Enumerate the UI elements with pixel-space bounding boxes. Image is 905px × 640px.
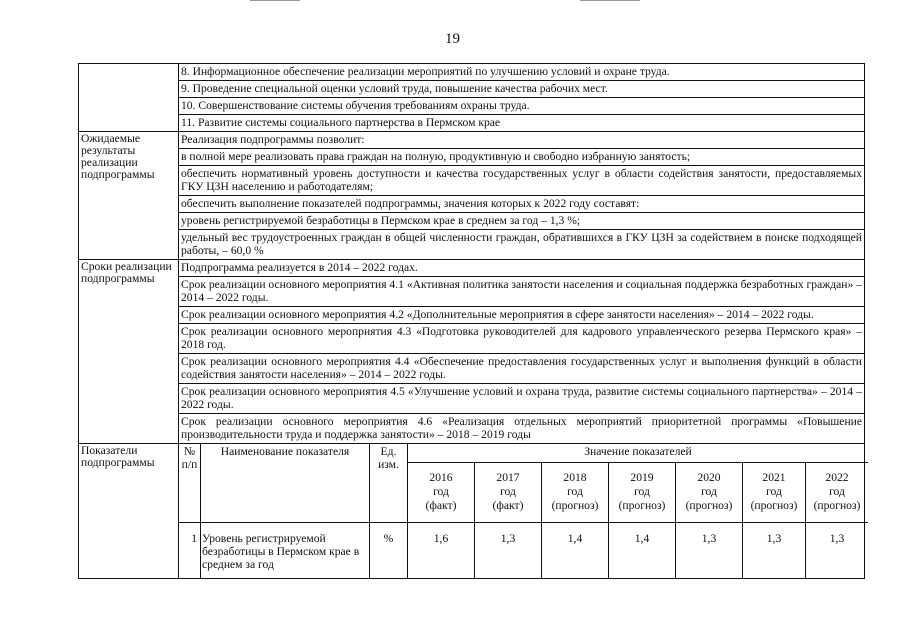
terms-row xyxy=(79,259,864,443)
top-rule-left xyxy=(250,0,300,1)
expected-line: обеспечить выполнение показателей подпрограммы, значения которых к 2022 году составят: xyxy=(179,195,864,212)
task-line: 10. Совершенствование системы обучения требованиям охраны труда. xyxy=(179,97,864,114)
year-header-2016 xyxy=(407,462,474,522)
tasks-content xyxy=(179,64,864,131)
terms-content xyxy=(179,260,864,443)
year-header-2020 xyxy=(675,462,742,522)
year-value: 2017 xyxy=(496,471,520,484)
year-value: 2019 xyxy=(630,471,654,484)
year-header-2018 xyxy=(541,462,608,522)
expected-line: Реализация подпрограммы позволит: xyxy=(181,133,365,146)
year-word: год xyxy=(766,485,782,498)
expected-results-content xyxy=(179,132,864,259)
task-line: 9. Проведение специальной оценки условий труда, повышение качества рабочих мест. xyxy=(179,80,864,97)
expected-line: удельный вес трудоустроенных граждан в общей численности граждан, обратившихся в ГКУ ЦЗН за содействием в поиске подходящей работы, – 60,0 % xyxy=(181,231,862,257)
top-rule-right xyxy=(580,0,640,1)
year-value: 2018 xyxy=(563,471,587,484)
col-header-values: Значение показателей xyxy=(407,444,868,462)
task-line: 8. Информационное обеспечение реализации мероприятий по улучшению условий и охране труда. xyxy=(181,65,670,78)
terms-line: Срок реализации основного мероприятия 4.5 «Улучшение условий и охрана труда, развитие системы социального партнерства» – 2014 – 2022 годы. xyxy=(181,385,862,411)
passport-table xyxy=(78,63,865,579)
indicator-value-2018: 1,4 xyxy=(541,522,608,578)
year-note: (прогноз) xyxy=(750,499,798,512)
year-header-2021 xyxy=(742,462,805,522)
terms-line: Срок реализации основного мероприятия 4.4 «Обеспечение предоставления государственных услуг и выполнения функций в области содействия занятости населения» – 2014 – 2022 годы. xyxy=(181,355,862,381)
year-word: год xyxy=(567,485,583,498)
year-word: год xyxy=(500,485,516,498)
year-note: (прогноз) xyxy=(813,499,861,512)
indicators-label: Показатели подпрограммы xyxy=(79,444,179,578)
terms-line: Подпрограмма реализуется в 2014 – 2022 годах. xyxy=(181,261,418,274)
terms-line: Срок реализации основного мероприятия 4.3 «Подготовка руководителей для кадрового управленческого резерва Пермского края» – 2018 год. xyxy=(181,325,862,351)
year-word: год xyxy=(701,485,717,498)
terms-line: Срок реализации основного мероприятия 4.6 «Реализация отдельных мероприятий приоритетной программы «Повышение производительности труда и поддержка занятости» – 2018 – 2019 годы xyxy=(181,415,862,441)
indicator-unit: % xyxy=(369,522,407,578)
col-header-name: Наименование показателя xyxy=(200,444,369,522)
col-header-number: № п/п xyxy=(181,445,198,471)
tasks-label-cell xyxy=(79,64,179,131)
indicator-value-2019: 1,4 xyxy=(608,522,675,578)
expected-line: обеспечить нормативный уровень доступности и качества государственных услуг в области содействия занятости, предоставляемых ГКУ ЦЗН населению и работодателям; xyxy=(181,167,862,193)
indicator-value-2016: 1,6 xyxy=(407,522,474,578)
indicators-table xyxy=(179,444,868,578)
year-value: 2021 xyxy=(762,471,786,484)
year-note: (прогноз) xyxy=(551,499,599,512)
indicator-value-2022: 1,3 xyxy=(805,522,868,578)
year-value: 2022 xyxy=(825,471,849,484)
terms-label: Сроки реализации подпрограммы xyxy=(79,260,179,443)
year-word: год xyxy=(634,485,650,498)
year-header-2017 xyxy=(474,462,541,522)
year-word: год xyxy=(829,485,845,498)
year-header-2022 xyxy=(805,462,868,522)
year-note: (прогноз) xyxy=(618,499,666,512)
expected-results-row xyxy=(79,131,864,259)
task-line: 11. Развитие системы социального партнерства в Пермском крае xyxy=(179,114,864,131)
expected-results-label: Ожидаемые результаты реализации подпрограммы xyxy=(79,132,179,259)
year-note: (факт) xyxy=(492,499,524,512)
expected-line: уровень регистрируемой безработицы в Пермском крае в среднем за год – 1,3 %; xyxy=(179,212,864,229)
terms-line: Срок реализации основного мероприятия 4.1 «Активная политика занятости населения и социальная поддержка безработных граждан» – 2014 – 2022 годы. xyxy=(181,278,862,304)
year-value: 2016 xyxy=(429,471,453,484)
indicator-value-2021: 1,3 xyxy=(742,522,805,578)
year-value: 2020 xyxy=(697,471,721,484)
terms-line: Срок реализации основного мероприятия 4.2 «Дополнительные мероприятия в сфере занятости населения» – 2014 – 2022 годы. xyxy=(179,306,864,323)
year-note: (прогноз) xyxy=(685,499,733,512)
indicators-row xyxy=(79,443,864,578)
tasks-continued-row xyxy=(79,64,864,131)
year-word: год xyxy=(433,485,449,498)
indicator-name: Уровень регистрируемой безработицы в Пермском крае в среднем за год xyxy=(200,522,369,578)
expected-line: в полной мере реализовать права граждан на полную, продуктивную и свободно избранную занятость; xyxy=(179,148,864,165)
year-header-2019 xyxy=(608,462,675,522)
indicator-value-2020: 1,3 xyxy=(675,522,742,578)
col-header-unit: Ед. изм. xyxy=(369,444,407,522)
page-number: 19 xyxy=(445,31,460,47)
row-number: 1 xyxy=(179,522,200,578)
year-note: (факт) xyxy=(425,499,457,512)
indicator-value-2017: 1,3 xyxy=(474,522,541,578)
